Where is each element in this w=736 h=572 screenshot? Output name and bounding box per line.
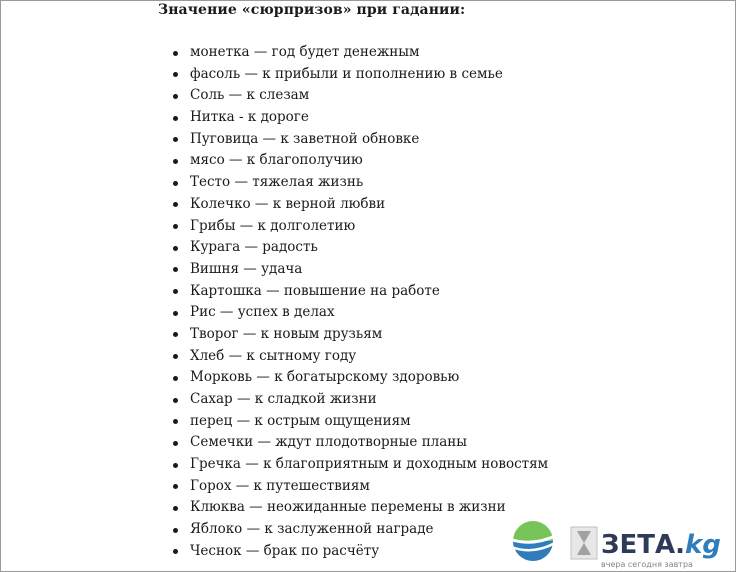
globe-icon [509,521,557,561]
brand-name-text: ЗЕТА.kg [601,530,721,560]
bullet-icon [173,332,178,337]
bullet-icon [173,354,178,359]
list-item-text: Гречка — к благоприятным и доходным новостям [190,456,549,473]
bullet-icon [173,484,178,489]
bullet-icon [173,419,178,424]
list-item-text: Картошка — повышение на работе [190,282,440,299]
list-item [173,346,548,368]
list-item-text: Клюква — неожиданные перемены в жизни [190,499,506,516]
list-item [173,432,548,454]
list-item-text: Творог — к новым друзьям [190,325,383,342]
bullet-icon [173,311,178,316]
list-item-text: Горох — к путешествиям [190,477,370,494]
list-item-text: Соль — к слезам [190,87,310,104]
list-item [173,454,548,476]
bullet-icon [173,94,178,99]
list-item [173,150,548,172]
list-item [173,85,548,107]
list-item-text: Морковь — к богатырскому здоровью [190,369,460,386]
zeta-kg-watermark-logo [507,517,729,569]
list-item-text: Рис — успех в делах [190,304,335,321]
list-item [173,389,548,411]
bullet-icon [173,72,178,77]
bullet-icon [173,506,178,511]
article-page [1,1,735,571]
bullet-icon [173,463,178,468]
list-item-text: Вишня — удача [190,260,303,277]
brand-tagline-text: вчера сегодня завтра [601,560,693,569]
list-item [173,216,548,238]
bullet-icon [173,137,178,142]
bullet-icon [173,159,178,164]
list-item-text: Семечки — ждут плодотворные планы [190,434,468,451]
list-item-text: Грибы — к долголетию [190,217,356,234]
bullet-icon [173,267,178,272]
list-item [173,497,548,519]
bullet-icon [173,181,178,186]
bullet-icon [173,441,178,446]
list-item [173,324,548,346]
list-item [173,367,548,389]
list-item [173,64,548,86]
list-item [173,129,548,151]
bullet-icon [173,398,178,403]
list-item-text: Нитка - к дороге [190,109,309,126]
list-item-text: перец — к острым ощущениям [190,412,411,429]
list-item-text: мясо — к благополучию [190,152,363,169]
bullet-icon [173,376,178,381]
list-item [173,194,548,216]
bullet-icon [173,51,178,56]
list-item [173,541,548,563]
list-item [173,476,548,498]
list-item [173,237,548,259]
list-item-text: монетка — год будет денежным [190,44,420,60]
list-item-text: фасоль — к прибыли и пополнению в семье [190,65,503,82]
list-item [173,107,548,129]
surprise-meanings-list [173,42,548,563]
bullet-icon [173,224,178,229]
list-item-text: Чеснок — брак по расчёту [190,542,380,559]
bullet-icon [173,246,178,251]
hourglass-icon [571,527,597,559]
list-item [173,281,548,303]
bullet-icon [173,289,178,294]
list-item [173,42,548,64]
list-item-text: Курага — радость [190,239,318,256]
list-item-text: Яблоко — к заслуженной награде [190,521,434,538]
bullet-icon [173,202,178,207]
bullet-icon [173,528,178,533]
list-item-text: Хлеб — к сытному году [190,347,357,364]
list-item-text: Тесто — тяжелая жизнь [190,174,364,191]
list-item [173,411,548,433]
bullet-icon [173,116,178,121]
bullet-icon [173,549,178,554]
list-item [173,259,548,281]
list-item-text: Сахар — к сладкой жизни [190,391,377,407]
list-item [173,519,548,541]
list-item [173,302,548,324]
list-item-text: Колечко — к верной любви [190,195,386,212]
section-heading: Значение «сюрпризов» при гадании: [158,2,466,18]
list-item-text: Пуговица — к заветной обновке [190,130,420,147]
list-item [173,172,548,194]
